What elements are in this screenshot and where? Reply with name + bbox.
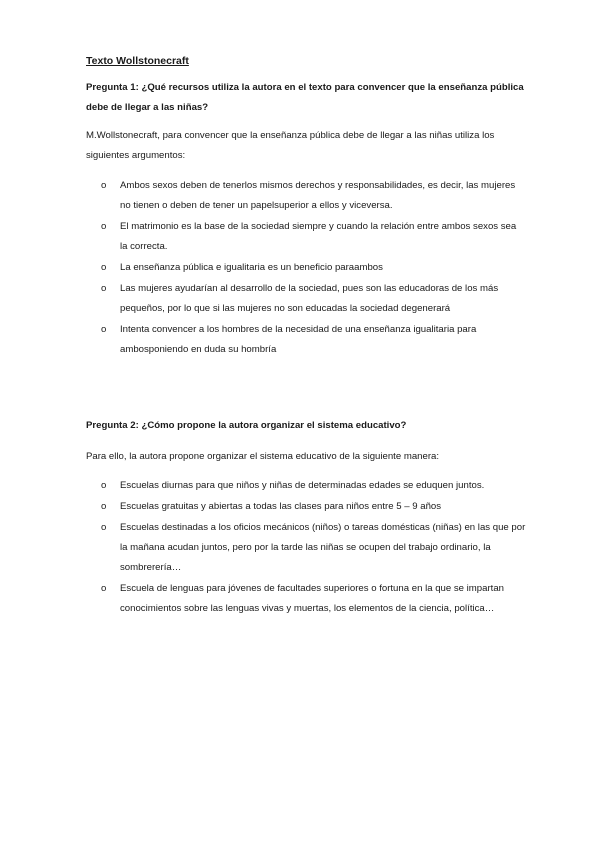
list-item-text: Escuela de lenguas para jóvenes de facultades superiores o fortuna en la que se impartan conocimientos sobre las lenguas vivas y muertas, los elementos de la ciencia, política…: [120, 583, 504, 614]
list-item-text: Escuelas gratuitas y abiertas a todas las clases para niños entre 5 – 9 años: [120, 501, 442, 512]
document-title: Texto Wollstonecraft: [86, 55, 189, 67]
list-item: [86, 279, 526, 319]
question-1-list: [86, 176, 526, 361]
list-item: [86, 476, 526, 496]
bullet-marker-icon: o: [101, 501, 107, 512]
question-1: [86, 78, 526, 118]
question-2-text: : ¿Cómo propone la autora organizar el sistema educativo?: [135, 420, 407, 431]
question-2-label: Pregunta 2: [86, 420, 136, 431]
list-item: [86, 176, 526, 216]
list-item: [86, 217, 526, 257]
list-item: [86, 320, 526, 360]
list-item-text: Escuelas destinadas a los oficios mecánicos (niños) o tareas domésticas (niñas) en las que por la mañana acudan juntos, pero por la tarde las niñas se ocupen del trabajo ordinario, la sombrerería…: [120, 522, 526, 573]
list-item-text: Ambos sexos deben de tenerlos mismos derechos y responsabilidades, es decir, las mujeres no tienen o deben de tener un papelsuperior a ellos y viceversa.: [120, 180, 516, 211]
list-item: [86, 258, 526, 278]
bullet-marker-icon: o: [101, 180, 107, 191]
bullet-marker-icon: o: [101, 262, 107, 273]
list-item-text: El matrimonio es la base de la sociedad siempre y cuando la relación entre ambos sexos sea la correcta.: [120, 221, 517, 252]
bullet-marker-icon: o: [101, 324, 107, 335]
bullet-marker-icon: o: [101, 583, 107, 594]
bullet-marker-icon: o: [101, 522, 107, 533]
question-2-intro: Para ello, la autora propone organizar el sistema educativo de la siguiente manera:: [86, 451, 440, 462]
question-1-text: : ¿Qué recursos utiliza la autora en el texto para convencer que la enseñanza pública debe de llegar a las niñas?: [86, 82, 524, 113]
bullet-marker-icon: o: [101, 221, 107, 232]
question-2: [86, 416, 526, 436]
list-item-text: La enseñanza pública e igualitaria es un beneficio paraambos: [120, 262, 383, 273]
bullet-marker-icon: o: [101, 283, 107, 294]
list-item-text: Intenta convencer a los hombres de la necesidad de una enseñanza igualitaria para ambosponiendo en duda su hombría: [120, 324, 477, 355]
bullet-marker-icon: o: [101, 480, 107, 491]
list-item-text: Las mujeres ayudarían al desarrollo de la sociedad, pues son las educadoras de los más pequeños, por lo que si las mujeres no son educadas la sociedad degenerará: [120, 283, 499, 314]
list-item-text: Escuelas diurnas para que niños y niñas de determinadas edades se eduquen juntos.: [120, 480, 485, 491]
list-item: [86, 497, 526, 517]
list-item: [86, 518, 526, 578]
question-2-list: [86, 476, 526, 620]
question-1-label: Pregunta 1: [86, 82, 136, 93]
question-1-intro: M.Wollstonecraft, para convencer que la enseñanza pública debe de llegar a las niñas utiliza los siguientes argumentos:: [86, 130, 495, 161]
list-item: [86, 579, 526, 619]
